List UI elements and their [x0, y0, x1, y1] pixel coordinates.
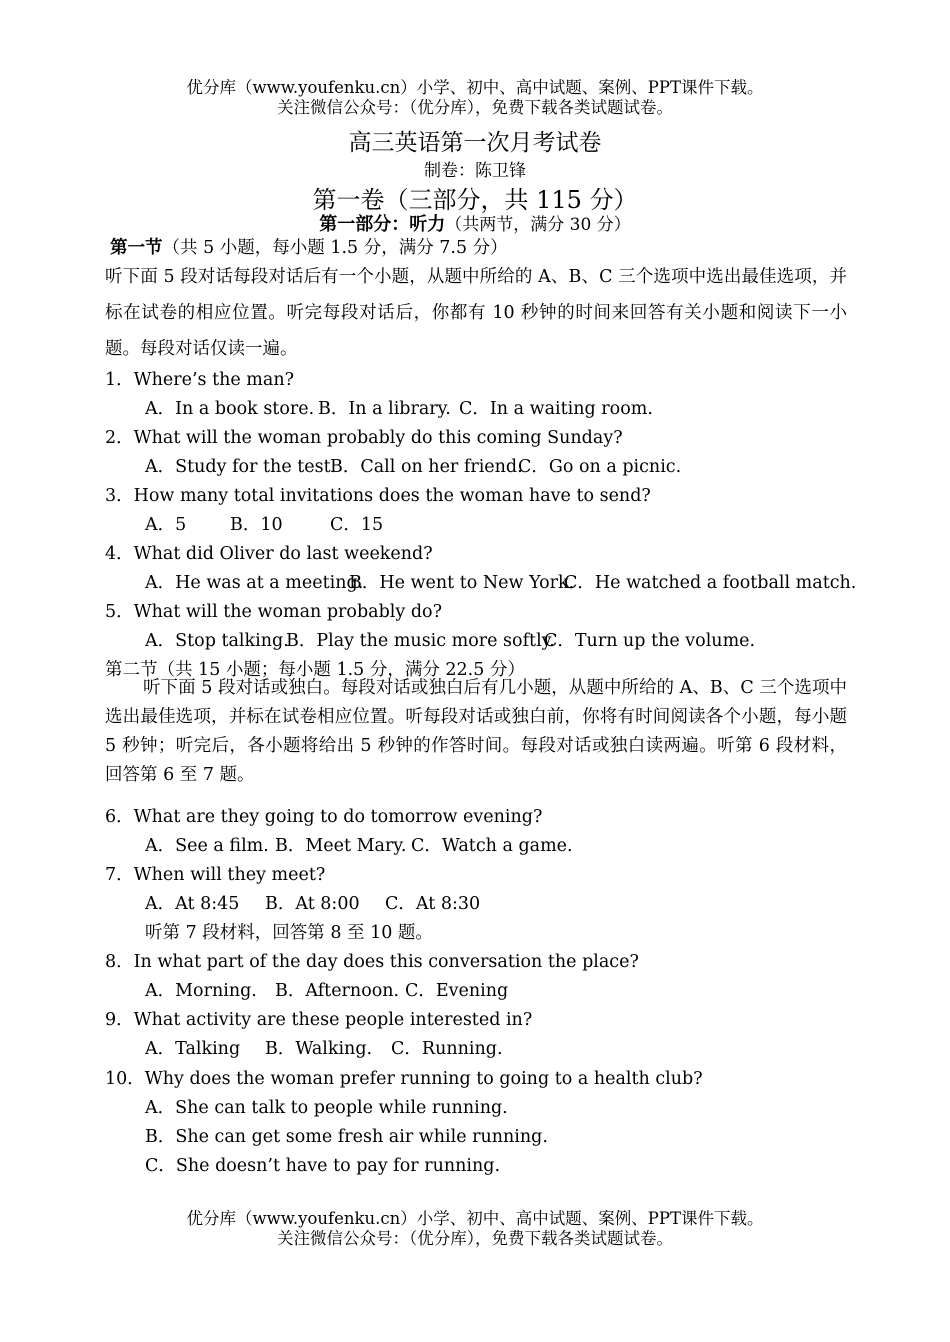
question-1: 1．Where’s the man?: [105, 370, 294, 390]
option-a: A．Study for the test.: [145, 457, 337, 477]
option-b: B．Afternoon.: [275, 981, 400, 1001]
footer-line-2: 关注微信公众号：（优分库），免费下载各类试题试卷。: [277, 1229, 673, 1248]
section1-note: （共 5 小题，每小题 1.5 分，满分 7.5 分）: [162, 238, 508, 258]
option-c: C．Watch a game.: [411, 836, 573, 856]
option-a: A．5: [145, 515, 187, 535]
question-7: 7．When will they meet?: [105, 865, 326, 885]
option-b: B．She can get some fresh air while running.: [145, 1127, 548, 1147]
section2-instructions: 听下面 5 段对话或独白。每段对话或独白后有几小题，从题中所给的 A、B、C 三个选项中选出最佳选项，并标在试卷相应位置。听每段对话或独白前，你将有时间阅读各个小题，每小题 5 秒钟；听完后，各小题将给出 5 秒钟的作答时间。每段对话或独白读两遍。听第 6 段材料，回答第 6 至 7 题。: [105, 678, 847, 785]
section1-instructions: 听下面 5 段对话每段对话后有一个小题，从题中所给的 A、B、C 三个选项中选出最佳选项，并标在试卷的相应位置。听完每段对话后，你都有 10 秒钟的时间来回答有关小题和阅读下一小题。每段对话仅读一遍。: [105, 267, 847, 359]
option-c: C．15: [330, 515, 384, 535]
option-c: C．Turn up the volume.: [544, 631, 756, 651]
option-c: C．Go on a picnic.: [518, 457, 682, 477]
part1-note: （共两节，满分 30 分）: [445, 215, 631, 235]
section1-name: 第一节: [110, 238, 163, 258]
option-b: B．Play the music more softly.: [286, 631, 555, 651]
option-c: C．She doesn’t have to pay for running.: [145, 1156, 501, 1176]
option-b: B．In a library.: [318, 399, 451, 419]
question-8: 8．In what part of the day does this conversation the place?: [105, 952, 639, 972]
question-9: 9．What activity are these people interested in?: [105, 1010, 533, 1030]
option-b: B．At 8:00: [265, 894, 360, 914]
option-b: B．10: [230, 515, 283, 535]
part1-name: 第一部分：听力: [319, 214, 446, 235]
question-5: 5．What will the woman probably do?: [105, 602, 442, 622]
volume-heading: 第一卷（三部分，共 115 分）: [312, 186, 638, 214]
option-a: A．Stop talking.: [145, 631, 289, 651]
option-c: C．At 8:30: [385, 894, 481, 914]
option-b: B．Walking.: [265, 1039, 373, 1059]
section1-heading: [110, 234, 508, 259]
option-a: A．See a film.: [145, 836, 269, 856]
option-c: C．In a waiting room.: [459, 399, 653, 419]
author-line: 制卷：陈卫锋: [424, 161, 526, 181]
question-6: 6．What are they going to do tomorrow evening?: [105, 807, 543, 827]
material-7-note: 听第 7 段材料，回答第 8 至 10 题。: [145, 923, 433, 943]
footer-line-1: 优分库（www.youfenku.cn）小学、初中、高中试题、案例、PPT课件下载。: [186, 1209, 764, 1228]
header-line-1: 优分库（www.youfenku.cn）小学、初中、高中试题、案例、PPT课件下载。: [186, 78, 764, 97]
option-a: A．In a book store.: [145, 399, 315, 419]
option-b: B．He went to New York.: [349, 573, 575, 593]
option-a: A．He was at a meeting.: [145, 573, 364, 593]
exam-title: 高三英语第一次月考试卷: [348, 130, 602, 156]
question-4: 4．What did Oliver do last weekend?: [105, 544, 433, 564]
section2-heading: 第二节（共 15 小题；每小题 1.5 分，满分 22.5 分）: [105, 660, 525, 680]
option-c: C．He watched a football match.: [564, 573, 857, 593]
question-3: 3．How many total invitations does the woman have to send?: [105, 486, 651, 506]
part1-heading: [0, 210, 950, 236]
question-10: 10．Why does the woman prefer running to going to a health club?: [105, 1069, 703, 1089]
option-b: B．Call on her friend.: [330, 457, 523, 477]
option-a: A．She can talk to people while running.: [145, 1098, 508, 1118]
header-line-2: 关注微信公众号：（优分库），免费下载各类试题试卷。: [277, 98, 673, 117]
option-b: B．Meet Mary.: [275, 836, 407, 856]
option-c: C．Evening: [405, 981, 509, 1001]
option-a: A．Talking: [145, 1039, 241, 1059]
question-2: 2．What will the woman probably do this coming Sunday?: [105, 428, 623, 448]
option-c: C．Running.: [391, 1039, 503, 1059]
option-a: A．At 8:45: [145, 894, 240, 914]
option-a: A．Morning.: [145, 981, 257, 1001]
